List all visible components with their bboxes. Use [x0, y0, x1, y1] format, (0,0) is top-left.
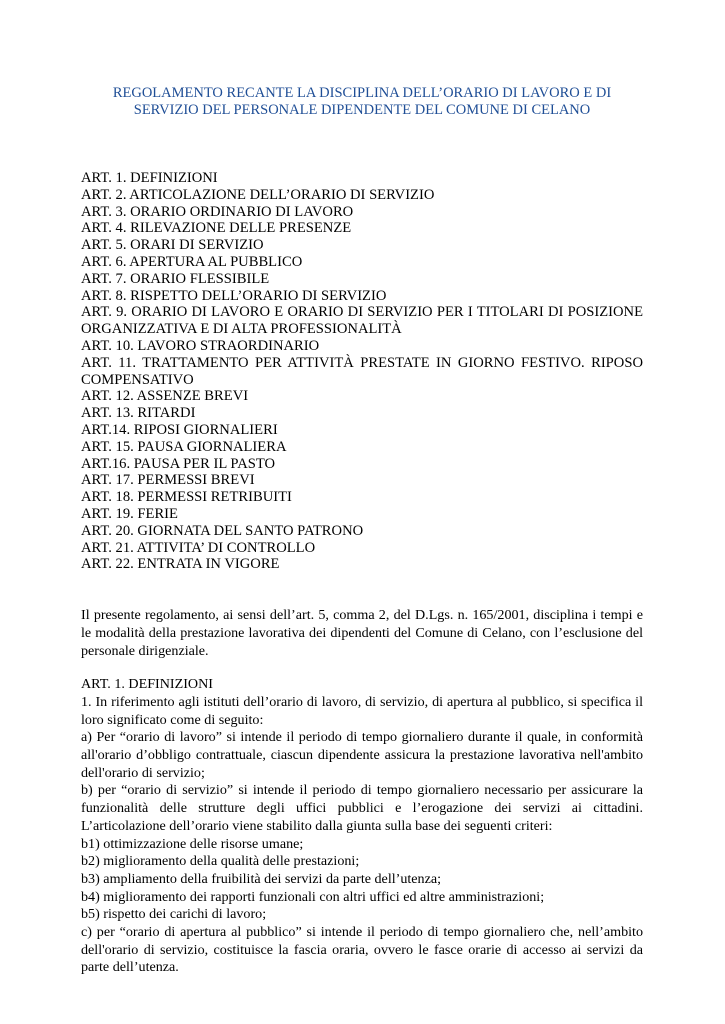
intro-paragraph: Il presente regolamento, ai sensi dell’art. 5, comma 2, del D.Lgs. n. 165/2001, disciplina i tempi e le modalità della prestazione lavorativa dei dipendenti del Comune di Celano, con l’esclusione del personale dirigenziale. [81, 607, 643, 659]
toc-item: ART. 18. PERMESSI RETRIBUITI [81, 489, 292, 506]
article-list-item: b4) miglioramento dei rapporti funzionali con altri uffici ed altre amministrazioni; [81, 888, 545, 905]
article-list-item: b2) miglioramento della qualità delle prestazioni; [81, 853, 360, 870]
toc-item: ART. 19. FERIE [81, 505, 178, 522]
article-paragraph: c) per “orario di apertura al pubblico” si intende il periodo di tempo giornaliero che, nell’ambito dell'orario di servizio, costituisce la fascia oraria, ovvero le fasce orarie di accesso ai servizi da parte dell’utenza. [81, 924, 643, 976]
toc-item: ART. 1. DEFINIZIONI [81, 170, 218, 186]
toc-item: ART. 5. ORARI DI SERVIZIO [81, 237, 264, 254]
page-content [81, 85, 643, 977]
toc-item: ART. 21. ATTIVITA’ DI CONTROLLO [81, 539, 316, 556]
toc-item: ART. 13. RITARDI [81, 405, 196, 422]
title-line-1: REGOLAMENTO RECANTE LA DISCIPLINA DELL’ORARIO DI LAVORO E DI [112, 85, 612, 101]
article-heading: ART. 1. DEFINIZIONI [81, 676, 213, 693]
toc-item: ART. 22. ENTRATA IN VIGORE [81, 556, 280, 573]
article-paragraph: a) Per “orario di lavoro” si intende il periodo di tempo giornaliero durante il quale, in conformità all'orario d’obbligo contrattuale, ciascun dipendente assicura la prestazione lavorativa nell'ambito dell'orario di servizio; [81, 729, 643, 781]
toc-item: ART. 9. ORARIO DI LAVORO E ORARIO DI SERVIZIO PER I TITOLARI DI POSIZIONE ORGANIZZATIVA E DI ALTA PROFESSIONALITÀ [81, 304, 643, 338]
article-list-item: b1) ottimizzazione delle risorse umane; [81, 835, 304, 852]
toc-item: ART. 4. RILEVAZIONE DELLE PRESENZE [81, 220, 352, 237]
toc-item: ART. 3. ORARIO ORDINARIO DI LAVORO [81, 203, 354, 220]
toc-item: ART. 8. RISPETTO DELL’ORARIO DI SERVIZIO [81, 287, 387, 304]
toc-item: ART. 7. ORARIO FLESSIBILE [81, 270, 270, 287]
article-paragraph: b) per “orario di servizio” si intende il periodo di tempo giornaliero necessario per assicurare la funzionalità delle strutture degli uffici pubblici e l’erogazione dei servizi ai cittadini. L’articolazione dell’orario viene stabilito dalla giunta sulla base dei seguenti criteri: [81, 782, 643, 834]
article-paragraph: 1. In riferimento agli istituti dell’orario di lavoro, di servizio, di apertura al pubblico, si specifica il loro significato come di seguito: [81, 693, 643, 728]
toc-item: ART. 20. GIORNATA DEL SANTO PATRONO [81, 522, 364, 539]
toc-item: ART. 11. TRATTAMENTO PER ATTIVITÀ PRESTATE IN GIORNO FESTIVO. RIPOSO COMPENSATIVO [81, 354, 643, 388]
table-of-contents [81, 170, 643, 573]
article-1-section [81, 676, 643, 977]
toc-item: ART. 12. ASSENZE BREVI [81, 388, 249, 405]
toc-item: ART. 6. APERTURA AL PUBBLICO [81, 253, 303, 270]
document-title [81, 85, 643, 119]
article-list-item: b5) rispetto dei carichi di lavoro; [81, 906, 267, 923]
toc-item: ART. 15. PAUSA GIORNALIERA [81, 438, 287, 455]
toc-item: ART. 17. PERMESSI BREVI [81, 472, 255, 489]
toc-item: ART.16. PAUSA PER IL PASTO [81, 455, 276, 472]
title-line-2: SERVIZIO DEL PERSONALE DIPENDENTE DEL COMUNE DI CELANO [133, 102, 591, 118]
article-list-item: b3) ampliamento della fruibilità dei servizi da parte dell’utenza; [81, 870, 442, 887]
intro-section [81, 607, 643, 660]
toc-item: ART. 2. ARTICOLAZIONE DELL’ORARIO DI SERVIZIO [81, 186, 435, 203]
toc-item: ART. 10. LAVORO STRAORDINARIO [81, 337, 320, 354]
toc-item: ART.14. RIPOSI GIORNALIERI [81, 421, 278, 438]
